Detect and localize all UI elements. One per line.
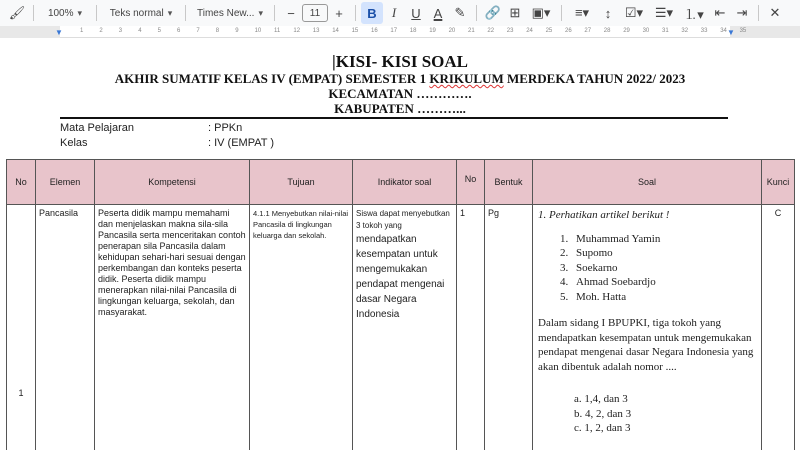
- soal-intro: [538, 208, 756, 223]
- zoom-dropdown[interactable]: [39, 2, 91, 24]
- increase-indent-icon[interactable]: ⇥: [736, 5, 748, 20]
- toolbar-divider: [274, 5, 275, 21]
- toolbar-divider: [33, 5, 34, 21]
- underline-icon[interactable]: U: [411, 5, 421, 21]
- italic-icon[interactable]: I: [391, 5, 397, 20]
- header-cell: No: [7, 160, 36, 205]
- mapel-label: Mata Pelajaran: [60, 122, 134, 134]
- ruler-tick-label: 31: [662, 28, 669, 34]
- ruler-tick-label: 34: [720, 28, 727, 34]
- kisi-kisi-table: [6, 159, 795, 450]
- highlight-icon[interactable]: ✎: [454, 5, 466, 20]
- clear-formatting-icon[interactable]: ✕: [769, 5, 781, 20]
- header-cell: Kompetensi: [95, 160, 250, 205]
- ruler-tick-label: 3: [118, 28, 123, 34]
- cell-no-soal[interactable]: 1: [457, 205, 485, 450]
- numbered-list-icon[interactable]: ⒈▾: [684, 6, 704, 22]
- list-item: [560, 275, 756, 290]
- doc-title: |KISI- KISI SOAL: [331, 52, 469, 71]
- cell-kompetensi[interactable]: Peserta didik mampu memahami dan menjelaskan makna sila-sila Pancasila serta menceritakan contoh penerapan sila Pancasila dalam kehidupan sehari-hari sesuai dengan perkembangan dan konteks peserta didik. Peserta didik mampu menerapkan nilai-nilai Pancasila di lingkungan keluarga, sekolah, dan masyarakat.: [95, 205, 250, 450]
- option-item: b. 4, 2, dan 3: [574, 407, 632, 420]
- checklist-icon[interactable]: ☑▾: [624, 5, 644, 20]
- left-indent-marker-icon[interactable]: ▼: [55, 28, 63, 37]
- ruler-tick-label: 28: [603, 28, 611, 34]
- ruler-tick-label: 5: [157, 28, 161, 34]
- cell-tujuan[interactable]: 4.1.1 Menyebutkan nilai-nilai Pancasila di lingkungan keluarga dan sekolah.: [250, 205, 353, 450]
- text-color-icon[interactable]: A: [433, 5, 443, 21]
- ruler-tick-label: 18: [409, 28, 417, 34]
- toolbar-divider: [561, 5, 562, 21]
- list-number: 5.: [560, 290, 569, 303]
- list-text: Supomo: [576, 247, 613, 259]
- ruler-tick-label: 32: [681, 28, 689, 34]
- ruler-tick-label: 35: [739, 28, 747, 34]
- font-size-value: 11: [302, 4, 328, 22]
- decrease-font-size-icon[interactable]: −: [287, 5, 295, 21]
- ruler-left-margin: [0, 26, 60, 38]
- ruler-tick-label: 8: [215, 28, 220, 34]
- list-item: [560, 232, 756, 247]
- tokoh-list: [560, 232, 756, 305]
- cell-indikator[interactable]: [353, 205, 457, 450]
- soal-intro-text: 1. Perhatikan artikel berikut !: [538, 209, 670, 221]
- bold-icon[interactable]: B: [361, 2, 383, 24]
- option-item: a. 1,4, dan 3: [574, 393, 628, 405]
- cell-kunci[interactable]: C: [762, 205, 795, 450]
- ruler-tick-label: 4: [138, 28, 142, 34]
- decrease-indent-icon[interactable]: ⇤: [714, 5, 726, 20]
- list-item: [560, 290, 756, 305]
- font-dropdown[interactable]: [191, 2, 269, 24]
- header-cell: No: [457, 160, 485, 205]
- toolbar-divider: [476, 5, 477, 21]
- ruler-tick-label: 13: [312, 28, 320, 34]
- ruler-tick-label: 16: [371, 28, 378, 34]
- docs-toolbar: [0, 0, 800, 26]
- ruler-tick-label: 14: [332, 28, 339, 34]
- ruler-tick-label: 24: [526, 28, 533, 34]
- indikator-text: mendapatkan kesempatan untuk mengemukakan pendapat mengenai dasar Negara Indonesia: [356, 234, 445, 320]
- toolbar-divider: [185, 5, 186, 21]
- list-text: Moh. Hatta: [576, 290, 627, 303]
- doc-kabupaten: KABUPATEN ………...: [334, 101, 466, 116]
- ruler-tick-label: 2: [99, 28, 103, 34]
- table-row: [7, 205, 795, 450]
- cell-elemen[interactable]: Pancasila: [36, 205, 95, 450]
- toolbar-divider: [96, 5, 97, 21]
- list-number: 2.: [560, 247, 569, 259]
- list-item: [560, 246, 756, 261]
- ruler-tick-label: 15: [351, 28, 359, 34]
- style-value: Teks normal: [109, 7, 164, 19]
- soal-question: Dalam sidang I BPUPKI, tiga tokoh yang mendapatkan kesempatan untuk mengemukakan pendapat mengenai dasar Negara Indonesia yang akan dibentuk adalah nomor ....: [538, 317, 754, 373]
- cell-no[interactable]: 1: [7, 205, 36, 450]
- list-item: [560, 261, 756, 276]
- ruler-tick-label: 1: [80, 28, 84, 34]
- ruler-tick-label: 19: [429, 28, 436, 34]
- ruler-tick-label: 27: [584, 28, 592, 34]
- list-number: 4.: [560, 276, 569, 288]
- ruler-tick-label: 29: [623, 28, 630, 34]
- list-text: Soekarno: [576, 261, 618, 274]
- style-dropdown[interactable]: [102, 2, 180, 24]
- options-list: [574, 392, 756, 436]
- header-cell: Elemen: [36, 160, 95, 205]
- ruler-tick-label: 22: [487, 28, 495, 34]
- zoom-value: 100%: [47, 7, 74, 19]
- misspelled-word[interactable]: KRIKULUM: [429, 71, 504, 86]
- paint-format-icon[interactable]: 🖌: [8, 5, 26, 20]
- ruler-tick-label: 10: [254, 28, 262, 34]
- ruler-tick-label: 6: [177, 28, 181, 34]
- header-cell: Bentuk: [485, 160, 533, 205]
- table-header-row: [7, 160, 795, 205]
- align-icon[interactable]: ≡▾: [574, 5, 590, 20]
- toolbar-divider: [355, 5, 356, 21]
- ruler-tick-label: 26: [565, 28, 572, 34]
- horizontal-ruler[interactable]: [0, 26, 800, 38]
- doc-subtitle: [0, 71, 800, 87]
- list-text: Ahmad Soebardjo: [576, 276, 656, 288]
- header-rule: [60, 117, 728, 119]
- header-cell: Soal: [533, 160, 762, 205]
- list-number: 1.: [560, 232, 569, 245]
- kelas-label: Kelas: [60, 137, 88, 149]
- ruler-tick-label: 20: [448, 28, 456, 34]
- line-spacing-icon[interactable]: ↕: [604, 5, 612, 21]
- ruler-tick-label: 17: [390, 28, 398, 34]
- ruler-tick-label: 23: [506, 28, 514, 34]
- ruler-tick-label: 11: [274, 28, 281, 34]
- header-cell: Indikator soal: [353, 160, 457, 205]
- header-cell: Tujuan: [250, 160, 353, 205]
- font-size-field[interactable]: [302, 2, 328, 24]
- comment-icon[interactable]: ⊞: [509, 5, 521, 20]
- mapel-value: : PPKn: [208, 122, 243, 134]
- cell-soal[interactable]: [533, 205, 762, 450]
- indikator-text-small: Siswa dapat menyebutkan 3 tokoh yang: [356, 209, 450, 230]
- kelas-value: : IV (EMPAT ): [208, 137, 275, 149]
- option-item: c. 1, 2, dan 3: [574, 422, 631, 434]
- ruler-tick-label: 33: [700, 28, 708, 34]
- ruler-tick-label: 7: [196, 28, 200, 34]
- document-page[interactable]: [0, 38, 800, 450]
- list-text: Muhammad Yamin: [576, 232, 661, 245]
- link-icon[interactable]: 🔗: [484, 5, 502, 20]
- ruler-tick-label: 25: [545, 28, 553, 34]
- ruler-tick-label: 30: [642, 28, 650, 34]
- ruler-tick-label: 12: [293, 28, 301, 34]
- subtitle-part: MERDEKA TAHUN 2022/ 2023: [503, 71, 686, 86]
- header-cell: Kunci: [762, 160, 795, 205]
- bulleted-list-icon[interactable]: ☰▾: [654, 5, 674, 20]
- doc-kecamatan: KECAMATAN ………….: [328, 86, 472, 101]
- subtitle-part: AKHIR SUMATIF KELAS IV (EMPAT) SEMESTER 1: [114, 71, 430, 86]
- increase-font-size-icon[interactable]: +: [335, 5, 343, 21]
- ruler-tick-label: 9: [235, 28, 239, 34]
- image-icon[interactable]: ▣▾: [531, 5, 551, 20]
- font-value: Times New...: [197, 7, 255, 19]
- cell-bentuk[interactable]: Pg: [485, 205, 533, 450]
- toolbar-divider: [758, 5, 759, 21]
- ruler-tick-label: 21: [468, 28, 475, 34]
- list-number: 3.: [560, 261, 569, 274]
- right-indent-marker-icon[interactable]: ▼: [727, 28, 735, 37]
